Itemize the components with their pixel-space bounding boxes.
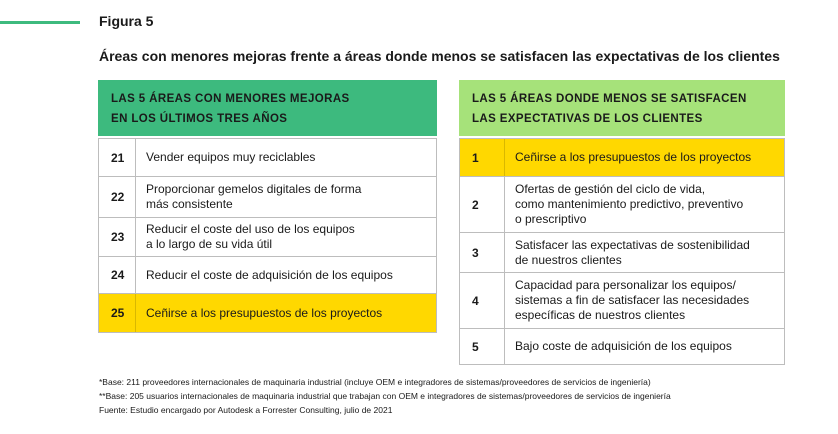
left-table-header: [98, 80, 437, 136]
right-table-header: [459, 80, 785, 136]
table-row: [99, 139, 436, 177]
rank-number: 24: [99, 257, 136, 293]
table-row-highlighted: [460, 139, 784, 177]
rank-number: 21: [99, 139, 136, 176]
rank-number: 2: [460, 177, 505, 232]
row-text: Reducir el coste del uso de los equipos a lo largo de su vida útil: [146, 222, 355, 251]
row-text: Bajo coste de adquisición de los equipos: [515, 339, 732, 353]
figure-title: Áreas con menores mejoras frente a áreas donde menos se satisfacen las expectativas de los clientes: [99, 48, 780, 64]
footnotes: [99, 375, 671, 417]
row-text: Proporcionar gemelos digitales de forma más consistente: [146, 182, 362, 211]
row-text: Ceñirse a los presupuestos de los proyectos: [515, 150, 752, 164]
row-text: Vender equipos muy reciclables: [146, 150, 316, 164]
rank-number: 4: [460, 273, 505, 328]
rank-number: 23: [99, 218, 136, 256]
table-row: [99, 218, 436, 257]
row-text: Capacidad para personalizar los equipos/ sistemas a fin de satisfacer las necesidades específicas de nuestros clientes: [515, 278, 750, 322]
table-row: [99, 257, 436, 294]
table-row: [460, 233, 784, 273]
rank-number: 5: [460, 329, 505, 364]
right-header-line1: LAS 5 ÁREAS DONDE MENOS SE SATISFACEN: [472, 93, 747, 105]
rank-number: 22: [99, 177, 136, 217]
table-row: [460, 177, 784, 233]
left-header-line1: LAS 5 ÁREAS CON MENORES MEJORAS: [111, 93, 350, 105]
right-header-line2: LAS EXPECTATIVAS DE LOS CLIENTES: [472, 113, 703, 125]
footnote-source: Fuente: Estudio encargado por Autodesk a Forrester Consulting, julio de 2021: [99, 405, 393, 415]
row-text: Ofertas de gestión del ciclo de vida, como mantenimiento predictivo, preventivo o prescriptivo: [515, 182, 744, 226]
footnote-base1: *Base: 211 proveedores internacionales de maquinaria industrial (incluye OEM e integradores de sistemas/proveedores de servicios de ingeniería): [99, 377, 651, 387]
row-text: Reducir el coste de adquisición de los equipos: [146, 267, 393, 282]
accent-line: [0, 21, 80, 24]
rank-number: 3: [460, 233, 505, 272]
footnote-base2: **Base: 205 usuarios internacionales de maquinaria industrial que trabajan con OEM e integradores de sistemas/proveedores de servicios de ingeniería: [99, 391, 671, 401]
table-row: [460, 273, 784, 329]
table-row: [460, 329, 784, 365]
figure-label: Figura 5: [99, 13, 154, 29]
right-table: [459, 80, 785, 365]
table-row: [99, 177, 436, 218]
row-text: Satisfacer las expectativas de sostenibilidad de nuestros clientes: [515, 237, 750, 267]
rank-number: 1: [460, 139, 505, 176]
rank-number: 25: [99, 294, 136, 332]
table-row-highlighted: [99, 294, 436, 333]
left-header-line2: EN LOS ÚLTIMOS TRES AÑOS: [111, 113, 288, 125]
row-text: Ceñirse a los presupuestos de los proyectos: [146, 305, 383, 320]
left-table: [98, 80, 437, 333]
